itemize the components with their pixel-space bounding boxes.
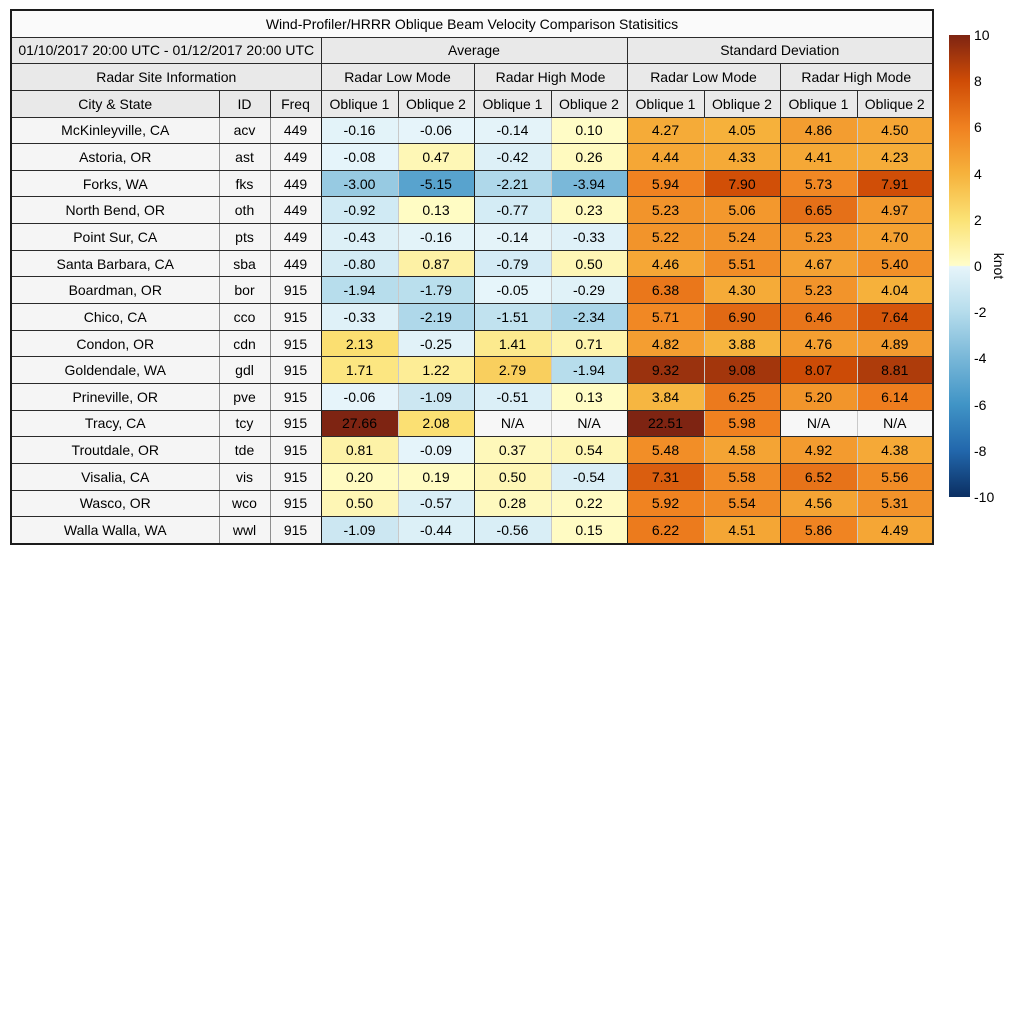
value-cell: 0.20 bbox=[321, 463, 398, 490]
city-cell: Forks, WA bbox=[11, 170, 219, 197]
city-cell: Tracy, CA bbox=[11, 410, 219, 437]
city-cell: Prineville, OR bbox=[11, 383, 219, 410]
freq-cell: 915 bbox=[270, 463, 321, 490]
statistics-table bbox=[10, 9, 934, 545]
value-cell: 5.24 bbox=[704, 224, 780, 251]
value-cell: -0.06 bbox=[321, 383, 398, 410]
value-cell: 0.50 bbox=[551, 250, 627, 277]
table-row bbox=[11, 490, 933, 517]
value-cell: -0.54 bbox=[551, 463, 627, 490]
value-cell: -1.51 bbox=[474, 304, 551, 331]
value-cell: 3.88 bbox=[704, 330, 780, 357]
freq-cell: 449 bbox=[270, 197, 321, 224]
site-id-cell: fks bbox=[219, 170, 270, 197]
value-cell: 7.90 bbox=[704, 170, 780, 197]
value-cell: 0.23 bbox=[551, 197, 627, 224]
site-id-cell: sba bbox=[219, 250, 270, 277]
value-cell: -0.43 bbox=[321, 224, 398, 251]
value-cell: 5.31 bbox=[857, 490, 933, 517]
value-cell: 0.50 bbox=[321, 490, 398, 517]
freq-cell: 449 bbox=[270, 117, 321, 144]
freq-cell: 915 bbox=[270, 357, 321, 384]
table-row bbox=[11, 383, 933, 410]
value-cell: 5.94 bbox=[627, 170, 704, 197]
value-cell: 6.65 bbox=[780, 197, 857, 224]
freq-cell: 915 bbox=[270, 304, 321, 331]
value-cell: 7.64 bbox=[857, 304, 933, 331]
value-cell: -0.80 bbox=[321, 250, 398, 277]
value-cell: -1.94 bbox=[551, 357, 627, 384]
value-cell: 7.91 bbox=[857, 170, 933, 197]
city-cell: Astoria, OR bbox=[11, 144, 219, 171]
avg-low-mode-header: Radar Low Mode bbox=[321, 64, 474, 91]
freq-cell: 915 bbox=[270, 410, 321, 437]
value-cell: -0.56 bbox=[474, 517, 551, 544]
col-header-oblique1: Oblique 1 bbox=[321, 90, 398, 117]
value-cell: 1.71 bbox=[321, 357, 398, 384]
value-cell: 5.73 bbox=[780, 170, 857, 197]
value-cell: 5.06 bbox=[704, 197, 780, 224]
value-cell: -2.21 bbox=[474, 170, 551, 197]
value-cell: 0.54 bbox=[551, 437, 627, 464]
site-id-cell: oth bbox=[219, 197, 270, 224]
value-cell: -1.09 bbox=[398, 383, 474, 410]
value-cell: 4.41 bbox=[780, 144, 857, 171]
value-cell: 5.48 bbox=[627, 437, 704, 464]
value-cell: 4.89 bbox=[857, 330, 933, 357]
value-cell: 9.32 bbox=[627, 357, 704, 384]
colorbar-tick: 8 bbox=[974, 73, 982, 90]
freq-cell: 915 bbox=[270, 517, 321, 544]
city-cell: Goldendale, WA bbox=[11, 357, 219, 384]
value-cell: 6.22 bbox=[627, 517, 704, 544]
figure-title: Wind-Profiler/HRRR Oblique Beam Velocity Comparison Statisitics bbox=[11, 10, 933, 37]
site-id-cell: cco bbox=[219, 304, 270, 331]
value-cell: -0.77 bbox=[474, 197, 551, 224]
value-cell: 7.31 bbox=[627, 463, 704, 490]
value-cell: -1.79 bbox=[398, 277, 474, 304]
col-header-oblique2: Oblique 2 bbox=[398, 90, 474, 117]
table-row bbox=[11, 224, 933, 251]
value-cell: N/A bbox=[551, 410, 627, 437]
site-id-cell: ast bbox=[219, 144, 270, 171]
value-cell: 5.54 bbox=[704, 490, 780, 517]
value-cell: 0.10 bbox=[551, 117, 627, 144]
title-row bbox=[11, 10, 933, 37]
city-cell: Santa Barbara, CA bbox=[11, 250, 219, 277]
city-cell: McKinleyville, CA bbox=[11, 117, 219, 144]
value-cell: -0.57 bbox=[398, 490, 474, 517]
value-cell: 6.38 bbox=[627, 277, 704, 304]
value-cell: 5.86 bbox=[780, 517, 857, 544]
colorbar-tick: -6 bbox=[974, 396, 987, 413]
value-cell: 0.28 bbox=[474, 490, 551, 517]
col-header-oblique1: Oblique 1 bbox=[627, 90, 704, 117]
table-row bbox=[11, 144, 933, 171]
value-cell: 4.86 bbox=[780, 117, 857, 144]
col-header-oblique2: Oblique 2 bbox=[704, 90, 780, 117]
value-cell: 22.51 bbox=[627, 410, 704, 437]
table-row bbox=[11, 117, 933, 144]
value-cell: 0.22 bbox=[551, 490, 627, 517]
value-cell: 0.13 bbox=[551, 383, 627, 410]
table-row bbox=[11, 517, 933, 544]
freq-cell: 449 bbox=[270, 170, 321, 197]
average-group-header: Average bbox=[321, 37, 627, 64]
site-id-cell: acv bbox=[219, 117, 270, 144]
value-cell: 5.22 bbox=[627, 224, 704, 251]
value-cell: 4.82 bbox=[627, 330, 704, 357]
value-cell: 4.56 bbox=[780, 490, 857, 517]
table-row bbox=[11, 463, 933, 490]
value-cell: 4.23 bbox=[857, 144, 933, 171]
value-cell: 5.40 bbox=[857, 250, 933, 277]
value-cell: 0.13 bbox=[398, 197, 474, 224]
value-cell: 4.05 bbox=[704, 117, 780, 144]
value-cell: -1.09 bbox=[321, 517, 398, 544]
value-cell: 1.22 bbox=[398, 357, 474, 384]
group-header-row bbox=[11, 37, 933, 64]
city-cell: Troutdale, OR bbox=[11, 437, 219, 464]
freq-cell: 449 bbox=[270, 250, 321, 277]
value-cell: -0.14 bbox=[474, 117, 551, 144]
city-cell: North Bend, OR bbox=[11, 197, 219, 224]
table-row bbox=[11, 277, 933, 304]
value-cell: 5.58 bbox=[704, 463, 780, 490]
value-cell: 0.15 bbox=[551, 517, 627, 544]
value-cell: 0.71 bbox=[551, 330, 627, 357]
value-cell: 0.19 bbox=[398, 463, 474, 490]
value-cell: 8.07 bbox=[780, 357, 857, 384]
city-cell: Wasco, OR bbox=[11, 490, 219, 517]
avg-high-mode-header: Radar High Mode bbox=[474, 64, 627, 91]
value-cell: N/A bbox=[780, 410, 857, 437]
std-high-mode-header: Radar High Mode bbox=[780, 64, 933, 91]
value-cell: 6.25 bbox=[704, 383, 780, 410]
colorbar-tick: 4 bbox=[974, 165, 982, 182]
col-header-city: City & State bbox=[11, 90, 219, 117]
site-id-cell: vis bbox=[219, 463, 270, 490]
value-cell: 4.30 bbox=[704, 277, 780, 304]
site-info-header: Radar Site Information bbox=[11, 64, 321, 91]
value-cell: N/A bbox=[857, 410, 933, 437]
value-cell: 5.71 bbox=[627, 304, 704, 331]
value-cell: 5.51 bbox=[704, 250, 780, 277]
colorbar-tick: -8 bbox=[974, 442, 987, 459]
col-header-oblique1: Oblique 1 bbox=[474, 90, 551, 117]
site-id-cell: wco bbox=[219, 490, 270, 517]
value-cell: 0.81 bbox=[321, 437, 398, 464]
value-cell: -0.06 bbox=[398, 117, 474, 144]
std-low-mode-header: Radar Low Mode bbox=[627, 64, 780, 91]
value-cell: 5.20 bbox=[780, 383, 857, 410]
value-cell: 4.51 bbox=[704, 517, 780, 544]
city-cell: Boardman, OR bbox=[11, 277, 219, 304]
value-cell: -0.14 bbox=[474, 224, 551, 251]
value-cell: 4.67 bbox=[780, 250, 857, 277]
value-cell: 0.50 bbox=[474, 463, 551, 490]
colorbar-tick: 0 bbox=[974, 258, 982, 274]
value-cell: -0.79 bbox=[474, 250, 551, 277]
freq-cell: 449 bbox=[270, 224, 321, 251]
value-cell: -0.05 bbox=[474, 277, 551, 304]
value-cell: -0.33 bbox=[321, 304, 398, 331]
freq-cell: 915 bbox=[270, 330, 321, 357]
freq-cell: 915 bbox=[270, 437, 321, 464]
value-cell: -0.29 bbox=[551, 277, 627, 304]
value-cell: -2.19 bbox=[398, 304, 474, 331]
table-row bbox=[11, 304, 933, 331]
table-row bbox=[11, 357, 933, 384]
value-cell: -3.00 bbox=[321, 170, 398, 197]
value-cell: -0.92 bbox=[321, 197, 398, 224]
value-cell: 27.66 bbox=[321, 410, 398, 437]
value-cell: -0.33 bbox=[551, 224, 627, 251]
city-cell: Visalia, CA bbox=[11, 463, 219, 490]
site-id-cell: cdn bbox=[219, 330, 270, 357]
colorbar-tick: 10 bbox=[974, 27, 990, 43]
value-cell: 4.27 bbox=[627, 117, 704, 144]
table-body bbox=[11, 117, 933, 544]
value-cell: 4.76 bbox=[780, 330, 857, 357]
table-row bbox=[11, 437, 933, 464]
value-cell: 5.98 bbox=[704, 410, 780, 437]
value-cell: 4.44 bbox=[627, 144, 704, 171]
date-range: 01/10/2017 20:00 UTC - 01/12/2017 20:00 UTC bbox=[11, 37, 321, 64]
value-cell: 4.46 bbox=[627, 250, 704, 277]
value-cell: 0.26 bbox=[551, 144, 627, 171]
value-cell: 4.97 bbox=[857, 197, 933, 224]
value-cell: -0.25 bbox=[398, 330, 474, 357]
value-cell: -0.16 bbox=[321, 117, 398, 144]
site-id-cell: bor bbox=[219, 277, 270, 304]
value-cell: 6.14 bbox=[857, 383, 933, 410]
value-cell: 4.49 bbox=[857, 517, 933, 544]
colorbar-unit-label: knot bbox=[991, 252, 1007, 280]
colorbar-tick: 2 bbox=[974, 211, 982, 228]
col-header-id: ID bbox=[219, 90, 270, 117]
city-cell: Walla Walla, WA bbox=[11, 517, 219, 544]
value-cell: -0.16 bbox=[398, 224, 474, 251]
col-header-oblique2: Oblique 2 bbox=[551, 90, 627, 117]
value-cell: 4.70 bbox=[857, 224, 933, 251]
value-cell: -2.34 bbox=[551, 304, 627, 331]
table-row bbox=[11, 410, 933, 437]
city-cell: Condon, OR bbox=[11, 330, 219, 357]
stddev-group-header: Standard Deviation bbox=[627, 37, 933, 64]
colorbar-tick: -4 bbox=[974, 350, 987, 367]
value-cell: 0.47 bbox=[398, 144, 474, 171]
colorbar-tick: -2 bbox=[974, 304, 987, 321]
value-cell: 0.37 bbox=[474, 437, 551, 464]
value-cell: 3.84 bbox=[627, 383, 704, 410]
value-cell: 2.13 bbox=[321, 330, 398, 357]
value-cell: 5.23 bbox=[780, 224, 857, 251]
table-row bbox=[11, 197, 933, 224]
value-cell: 4.33 bbox=[704, 144, 780, 171]
value-cell: 9.08 bbox=[704, 357, 780, 384]
value-cell: 4.04 bbox=[857, 277, 933, 304]
value-cell: 4.58 bbox=[704, 437, 780, 464]
table-row bbox=[11, 170, 933, 197]
value-cell: 2.79 bbox=[474, 357, 551, 384]
value-cell: 8.81 bbox=[857, 357, 933, 384]
value-cell: 0.87 bbox=[398, 250, 474, 277]
value-cell: 1.41 bbox=[474, 330, 551, 357]
site-id-cell: pts bbox=[219, 224, 270, 251]
site-id-cell: pve bbox=[219, 383, 270, 410]
value-cell: 4.92 bbox=[780, 437, 857, 464]
site-id-cell: wwl bbox=[219, 517, 270, 544]
site-id-cell: tcy bbox=[219, 410, 270, 437]
city-cell: Chico, CA bbox=[11, 304, 219, 331]
value-cell: 4.38 bbox=[857, 437, 933, 464]
value-cell: -0.44 bbox=[398, 517, 474, 544]
value-cell: N/A bbox=[474, 410, 551, 437]
value-cell: -0.51 bbox=[474, 383, 551, 410]
column-header-row bbox=[11, 90, 933, 117]
mode-header-row bbox=[11, 64, 933, 91]
colorbar-tick: -10 bbox=[974, 489, 995, 505]
value-cell: -1.94 bbox=[321, 277, 398, 304]
table-row bbox=[11, 330, 933, 357]
colorbar-tick: 6 bbox=[974, 119, 982, 136]
value-cell: 5.23 bbox=[780, 277, 857, 304]
col-header-freq: Freq bbox=[270, 90, 321, 117]
city-cell: Point Sur, CA bbox=[11, 224, 219, 251]
freq-cell: 449 bbox=[270, 144, 321, 171]
site-id-cell: tde bbox=[219, 437, 270, 464]
value-cell: -0.09 bbox=[398, 437, 474, 464]
value-cell: 6.90 bbox=[704, 304, 780, 331]
value-cell: 6.52 bbox=[780, 463, 857, 490]
value-cell: -0.08 bbox=[321, 144, 398, 171]
freq-cell: 915 bbox=[270, 490, 321, 517]
freq-cell: 915 bbox=[270, 277, 321, 304]
value-cell: -5.15 bbox=[398, 170, 474, 197]
value-cell: -3.94 bbox=[551, 170, 627, 197]
value-cell: -0.42 bbox=[474, 144, 551, 171]
col-header-oblique2: Oblique 2 bbox=[857, 90, 933, 117]
col-header-oblique1: Oblique 1 bbox=[780, 90, 857, 117]
value-cell: 5.92 bbox=[627, 490, 704, 517]
value-cell: 6.46 bbox=[780, 304, 857, 331]
site-id-cell: gdl bbox=[219, 357, 270, 384]
value-cell: 5.23 bbox=[627, 197, 704, 224]
value-cell: 5.56 bbox=[857, 463, 933, 490]
table-row bbox=[11, 250, 933, 277]
freq-cell: 915 bbox=[270, 383, 321, 410]
value-cell: 4.50 bbox=[857, 117, 933, 144]
value-cell: 2.08 bbox=[398, 410, 474, 437]
colorbar-gradient bbox=[949, 35, 970, 497]
